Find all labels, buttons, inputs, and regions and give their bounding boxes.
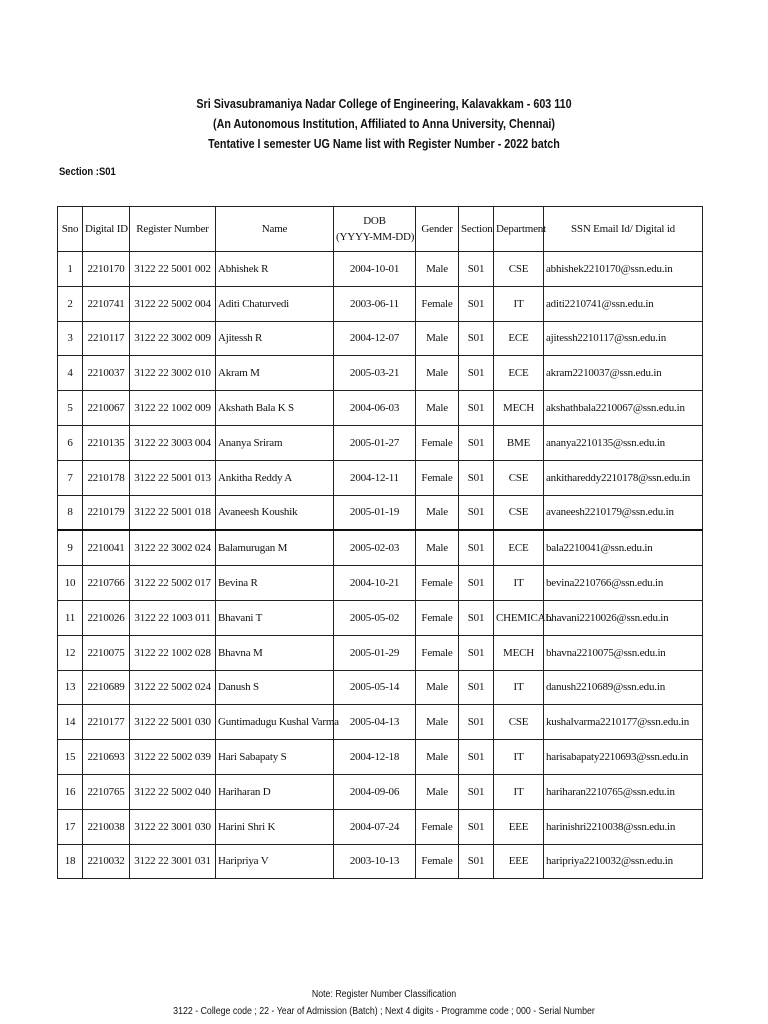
cell-register-number: 3122 22 3001 031 xyxy=(130,844,216,879)
cell-register-number: 3122 22 1002 009 xyxy=(130,391,216,426)
cell-digital-id: 2210177 xyxy=(83,705,130,740)
cell-department: IT xyxy=(494,286,544,321)
cell-gender: Female xyxy=(416,635,459,670)
cell-name: Guntimadugu Kushal Varma xyxy=(216,705,334,740)
cell-department: CSE xyxy=(494,705,544,740)
list-title: Tentative I semester UG Name list with Register Number - 2022 batch xyxy=(208,137,560,151)
table-row xyxy=(58,705,703,740)
cell-dob: 2005-03-21 xyxy=(334,356,416,391)
table-row xyxy=(58,495,703,530)
cell-department: IT xyxy=(494,670,544,705)
cell-digital-id: 2210117 xyxy=(83,321,130,356)
document-header xyxy=(54,94,714,154)
cell-department: CSE xyxy=(494,495,544,530)
table-row xyxy=(58,321,703,356)
cell-email: ankithareddy2210178@ssn.edu.in xyxy=(544,460,703,495)
col-header-email: SSN Email Id/ Digital id xyxy=(544,207,703,252)
cell-department: CHEMICAL xyxy=(494,600,544,635)
cell-dob: 2004-10-01 xyxy=(334,252,416,287)
cell-sno: 6 xyxy=(58,425,83,460)
cell-sno: 3 xyxy=(58,321,83,356)
cell-dob: 2005-01-19 xyxy=(334,495,416,530)
cell-dob: 2005-05-14 xyxy=(334,670,416,705)
cell-digital-id: 2210179 xyxy=(83,495,130,530)
cell-dob: 2005-01-29 xyxy=(334,635,416,670)
cell-gender: Male xyxy=(416,495,459,530)
cell-register-number: 3122 22 3002 010 xyxy=(130,356,216,391)
cell-department: EEE xyxy=(494,844,544,879)
cell-sno: 15 xyxy=(58,740,83,775)
cell-gender: Male xyxy=(416,670,459,705)
cell-gender: Female xyxy=(416,286,459,321)
student-table xyxy=(57,206,703,879)
cell-dob: 2004-12-11 xyxy=(334,460,416,495)
cell-register-number: 3122 22 5002 040 xyxy=(130,774,216,809)
cell-department: MECH xyxy=(494,391,544,426)
cell-register-number: 3122 22 3002 009 xyxy=(130,321,216,356)
table-row xyxy=(58,356,703,391)
cell-email: bala2210041@ssn.edu.in xyxy=(544,530,703,565)
cell-sno: 4 xyxy=(58,356,83,391)
cell-name: Bevina R xyxy=(216,566,334,601)
cell-department: CSE xyxy=(494,460,544,495)
col-header-digital-id: Digital ID xyxy=(83,207,130,252)
table-row xyxy=(58,809,703,844)
cell-digital-id: 2210766 xyxy=(83,566,130,601)
section-label: Section :S01 xyxy=(59,166,116,178)
cell-digital-id: 2210037 xyxy=(83,356,130,391)
cell-dob: 2005-02-03 xyxy=(334,530,416,565)
cell-gender: Male xyxy=(416,356,459,391)
col-header-department: Department xyxy=(494,207,544,252)
cell-email: danush2210689@ssn.edu.in xyxy=(544,670,703,705)
cell-digital-id: 2210741 xyxy=(83,286,130,321)
cell-digital-id: 2210067 xyxy=(83,391,130,426)
cell-dob: 2004-10-21 xyxy=(334,566,416,601)
table-row xyxy=(58,425,703,460)
cell-name: Hari Sabapaty S xyxy=(216,740,334,775)
cell-section: S01 xyxy=(459,600,494,635)
cell-sno: 12 xyxy=(58,635,83,670)
cell-department: ECE xyxy=(494,530,544,565)
cell-section: S01 xyxy=(459,566,494,601)
cell-section: S01 xyxy=(459,356,494,391)
table-row xyxy=(58,460,703,495)
cell-name: Akram M xyxy=(216,356,334,391)
cell-email: harinishri2210038@ssn.edu.in xyxy=(544,809,703,844)
cell-sno: 2 xyxy=(58,286,83,321)
cell-section: S01 xyxy=(459,391,494,426)
college-name: Sri Sivasubramaniya Nadar College of Engineering, Kalavakkam - 603 110 xyxy=(196,97,572,111)
cell-register-number: 3122 22 5001 002 xyxy=(130,252,216,287)
cell-name: Harini Shri K xyxy=(216,809,334,844)
cell-name: Abhishek R xyxy=(216,252,334,287)
cell-dob: 2004-12-07 xyxy=(334,321,416,356)
cell-department: BME xyxy=(494,425,544,460)
cell-email: bhavani2210026@ssn.edu.in xyxy=(544,600,703,635)
cell-sno: 18 xyxy=(58,844,83,879)
institution-status: (An Autonomous Institution, Affiliated to Anna University, Chennai) xyxy=(212,117,555,131)
table-row xyxy=(58,530,703,565)
col-header-dob-title: DOB xyxy=(363,215,386,227)
cell-register-number: 3122 22 3002 024 xyxy=(130,530,216,565)
cell-sno: 8 xyxy=(58,495,83,530)
cell-dob: 2004-07-24 xyxy=(334,809,416,844)
cell-dob: 2003-10-13 xyxy=(334,844,416,879)
table-header-row xyxy=(58,207,703,252)
table-row xyxy=(58,670,703,705)
cell-name: Akshath Bala K S xyxy=(216,391,334,426)
cell-dob: 2005-04-13 xyxy=(334,705,416,740)
cell-gender: Male xyxy=(416,740,459,775)
cell-email: ajitessh2210117@ssn.edu.in xyxy=(544,321,703,356)
cell-email: bevina2210766@ssn.edu.in xyxy=(544,566,703,601)
cell-gender: Male xyxy=(416,774,459,809)
cell-gender: Male xyxy=(416,252,459,287)
cell-register-number: 3122 22 3003 004 xyxy=(130,425,216,460)
cell-gender: Female xyxy=(416,566,459,601)
cell-dob: 2003-06-11 xyxy=(334,286,416,321)
col-header-name: Name xyxy=(216,207,334,252)
table-row xyxy=(58,391,703,426)
cell-name: Hariharan D xyxy=(216,774,334,809)
cell-gender: Female xyxy=(416,460,459,495)
cell-digital-id: 2210038 xyxy=(83,809,130,844)
cell-gender: Male xyxy=(416,705,459,740)
cell-dob: 2004-09-06 xyxy=(334,774,416,809)
col-header-section: Section xyxy=(459,207,494,252)
col-header-register-number: Register Number xyxy=(130,207,216,252)
note-classification: 3122 - College code ; 22 - Year of Admission (Batch) ; Next 4 digits - Programme code ; 000 - Serial Number xyxy=(173,1006,595,1017)
cell-gender: Male xyxy=(416,530,459,565)
register-number-note xyxy=(46,986,722,1020)
cell-sno: 10 xyxy=(58,566,83,601)
cell-department: ECE xyxy=(494,356,544,391)
cell-digital-id: 2210693 xyxy=(83,740,130,775)
cell-register-number: 3122 22 5001 030 xyxy=(130,705,216,740)
cell-dob: 2004-12-18 xyxy=(334,740,416,775)
cell-register-number: 3122 22 3001 030 xyxy=(130,809,216,844)
cell-sno: 9 xyxy=(58,530,83,565)
cell-dob: 2005-05-02 xyxy=(334,600,416,635)
cell-digital-id: 2210689 xyxy=(83,670,130,705)
cell-department: EEE xyxy=(494,809,544,844)
cell-sno: 16 xyxy=(58,774,83,809)
cell-name: Aditi Chaturvedi xyxy=(216,286,334,321)
table-body xyxy=(58,252,703,879)
cell-section: S01 xyxy=(459,844,494,879)
cell-gender: Male xyxy=(416,391,459,426)
cell-digital-id: 2210026 xyxy=(83,600,130,635)
cell-sno: 1 xyxy=(58,252,83,287)
table-row xyxy=(58,774,703,809)
note-title: Note: Register Number Classification xyxy=(311,989,457,1000)
cell-digital-id: 2210032 xyxy=(83,844,130,879)
cell-department: IT xyxy=(494,774,544,809)
col-header-sno: Sno xyxy=(58,207,83,252)
cell-email: aditi2210741@ssn.edu.in xyxy=(544,286,703,321)
cell-email: akram2210037@ssn.edu.in xyxy=(544,356,703,391)
cell-sno: 17 xyxy=(58,809,83,844)
cell-name: Ananya Sriram xyxy=(216,425,334,460)
cell-name: Bhavna M xyxy=(216,635,334,670)
col-header-dob-format: (YYYY-MM-DD) xyxy=(336,231,415,243)
cell-gender: Male xyxy=(416,321,459,356)
cell-digital-id: 2210178 xyxy=(83,460,130,495)
col-header-gender: Gender xyxy=(416,207,459,252)
cell-department: IT xyxy=(494,566,544,601)
cell-digital-id: 2210765 xyxy=(83,774,130,809)
cell-section: S01 xyxy=(459,635,494,670)
cell-name: Balamurugan M xyxy=(216,530,334,565)
cell-email: hariharan2210765@ssn.edu.in xyxy=(544,774,703,809)
cell-sno: 13 xyxy=(58,670,83,705)
cell-section: S01 xyxy=(459,774,494,809)
cell-register-number: 3122 22 5002 017 xyxy=(130,566,216,601)
cell-section: S01 xyxy=(459,252,494,287)
cell-digital-id: 2210170 xyxy=(83,252,130,287)
cell-section: S01 xyxy=(459,425,494,460)
cell-section: S01 xyxy=(459,530,494,565)
cell-email: kushalvarma2210177@ssn.edu.in xyxy=(544,705,703,740)
cell-department: IT xyxy=(494,740,544,775)
cell-register-number: 3122 22 5002 039 xyxy=(130,740,216,775)
table-row xyxy=(58,286,703,321)
table-row xyxy=(58,740,703,775)
cell-name: Danush S xyxy=(216,670,334,705)
table-row xyxy=(58,844,703,879)
cell-email: bhavna2210075@ssn.edu.in xyxy=(544,635,703,670)
cell-register-number: 3122 22 1003 011 xyxy=(130,600,216,635)
table-row xyxy=(58,600,703,635)
cell-register-number: 3122 22 5001 013 xyxy=(130,460,216,495)
cell-dob: 2005-01-27 xyxy=(334,425,416,460)
cell-name: Bhavani T xyxy=(216,600,334,635)
cell-sno: 14 xyxy=(58,705,83,740)
cell-section: S01 xyxy=(459,286,494,321)
cell-section: S01 xyxy=(459,460,494,495)
cell-register-number: 3122 22 5002 004 xyxy=(130,286,216,321)
cell-gender: Female xyxy=(416,425,459,460)
cell-section: S01 xyxy=(459,705,494,740)
cell-gender: Female xyxy=(416,844,459,879)
cell-section: S01 xyxy=(459,495,494,530)
cell-name: Avaneesh Koushik xyxy=(216,495,334,530)
col-header-dob xyxy=(334,207,416,252)
cell-section: S01 xyxy=(459,321,494,356)
cell-email: akshathbala2210067@ssn.edu.in xyxy=(544,391,703,426)
cell-sno: 11 xyxy=(58,600,83,635)
cell-department: CSE xyxy=(494,252,544,287)
cell-department: ECE xyxy=(494,321,544,356)
table-row xyxy=(58,566,703,601)
cell-email: ananya2210135@ssn.edu.in xyxy=(544,425,703,460)
cell-name: Ankitha Reddy A xyxy=(216,460,334,495)
cell-section: S01 xyxy=(459,809,494,844)
table-row xyxy=(58,635,703,670)
cell-digital-id: 2210041 xyxy=(83,530,130,565)
cell-department: MECH xyxy=(494,635,544,670)
cell-email: harisabapaty2210693@ssn.edu.in xyxy=(544,740,703,775)
cell-register-number: 3122 22 5002 024 xyxy=(130,670,216,705)
cell-digital-id: 2210075 xyxy=(83,635,130,670)
cell-sno: 7 xyxy=(58,460,83,495)
cell-email: avaneesh2210179@ssn.edu.in xyxy=(544,495,703,530)
cell-gender: Female xyxy=(416,809,459,844)
cell-register-number: 3122 22 1002 028 xyxy=(130,635,216,670)
cell-gender: Female xyxy=(416,600,459,635)
cell-digital-id: 2210135 xyxy=(83,425,130,460)
cell-name: Ajitessh R xyxy=(216,321,334,356)
cell-email: haripriya2210032@ssn.edu.in xyxy=(544,844,703,879)
cell-name: Haripriya V xyxy=(216,844,334,879)
cell-sno: 5 xyxy=(58,391,83,426)
cell-email: abhishek2210170@ssn.edu.in xyxy=(544,252,703,287)
cell-register-number: 3122 22 5001 018 xyxy=(130,495,216,530)
table-row xyxy=(58,252,703,287)
cell-section: S01 xyxy=(459,670,494,705)
cell-section: S01 xyxy=(459,740,494,775)
cell-dob: 2004-06-03 xyxy=(334,391,416,426)
